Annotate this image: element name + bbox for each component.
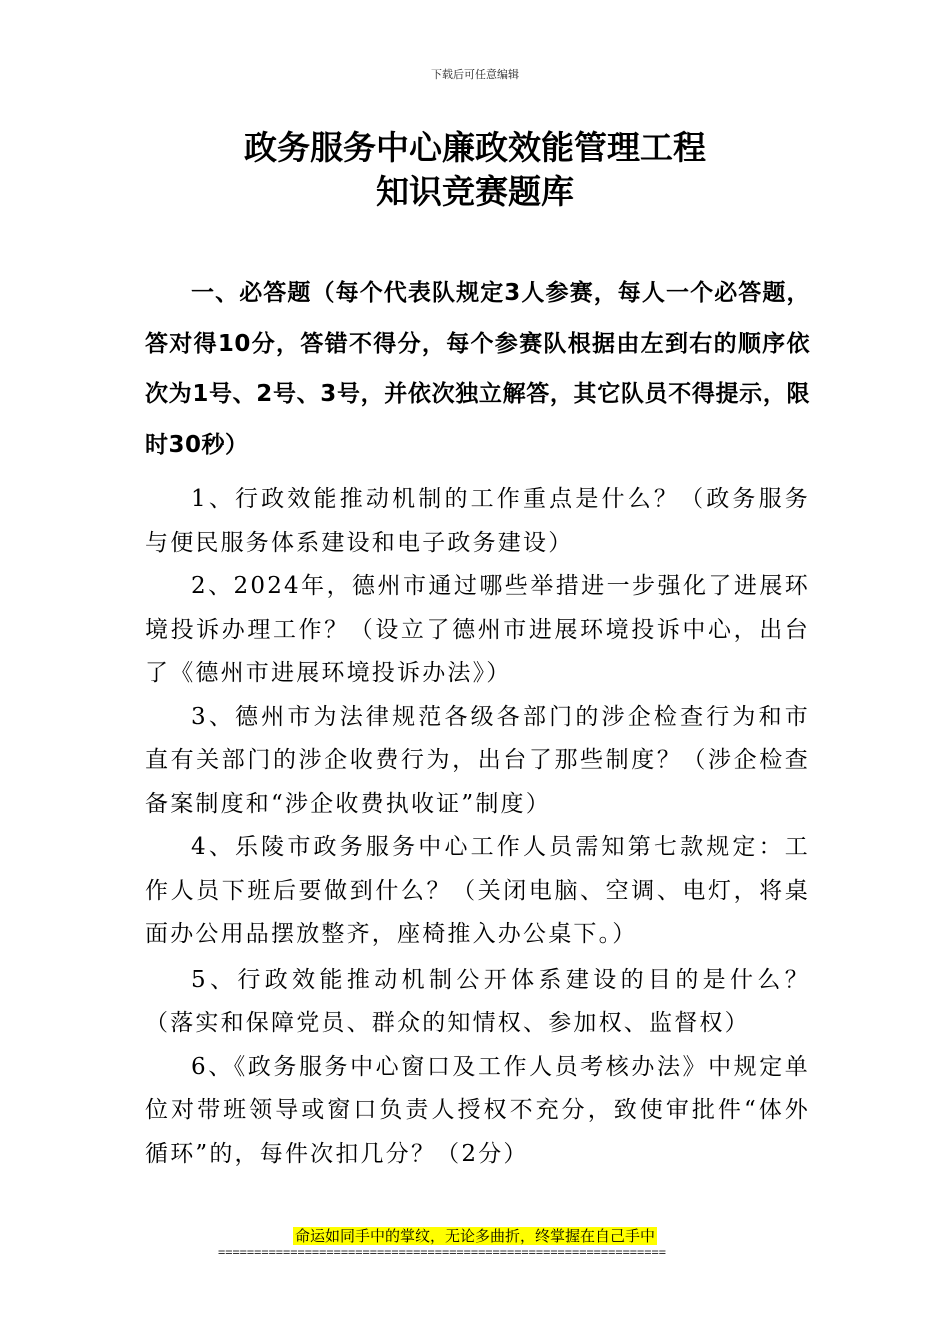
footer-divider: ============================================================== (218, 1245, 666, 1259)
footer-motto (0, 1226, 950, 1246)
question-3: 3、德州市为法律规范各级各部门的涉企检查行为和市直有关部门的涉企收费行为，出台了那些制度？（涉企检查备案制度和“涉企收费执收证”制度） (145, 703, 810, 817)
document-title-line2: 知识竞赛题库 (376, 172, 574, 211)
document-title-line1: 政务服务中心廉政效能管理工程 (244, 128, 706, 167)
footer-motto-text: 命运如同手中的掌纹，无论多曲折，终掌握在自己手中 (294, 1227, 655, 1245)
question-1: 1、行政效能推动机制的工作重点是什么？（政务服务与便民服务体系建设和电子政务建设） (145, 486, 810, 556)
header-note: 下载后可任意编辑 (431, 68, 519, 81)
question-4: 4、乐陵市政务服务中心工作人员需知第七款规定：工作人员下班后要做到什么？（关闭电脑、空调、电灯，将桌面办公用品摆放整齐，座椅推入办公桌下。） (145, 834, 810, 947)
question-2: 2、2024年，德州市通过哪些举措进一步强化了进展环境投诉办理工作？（设立了德州市进展环境投诉中心，出台了《德州市进展环境投诉办法》） (145, 573, 810, 686)
question-5: 5、行政效能推动机制公开体系建设的目的是什么？（落实和保障党员、群众的知情权、参加权、监督权） (145, 966, 810, 1036)
section-heading: 一、必答题（每个代表队规定3人参赛，每人一个必答题，答对得10分，答错不得分，每个参赛队根据由左到右的顺序依次为1号、2号、3号，并依次独立解答，其它队员不得提示，限时30秒） (145, 280, 810, 458)
document-body (145, 268, 810, 1176)
question-6: 6、《政务服务中心窗口及工作人员考核办法》中规定单位对带班领导或窗口负责人授权不充分，致使审批件“体外循环”的，每件次扣几分？（2分） (145, 1053, 810, 1167)
